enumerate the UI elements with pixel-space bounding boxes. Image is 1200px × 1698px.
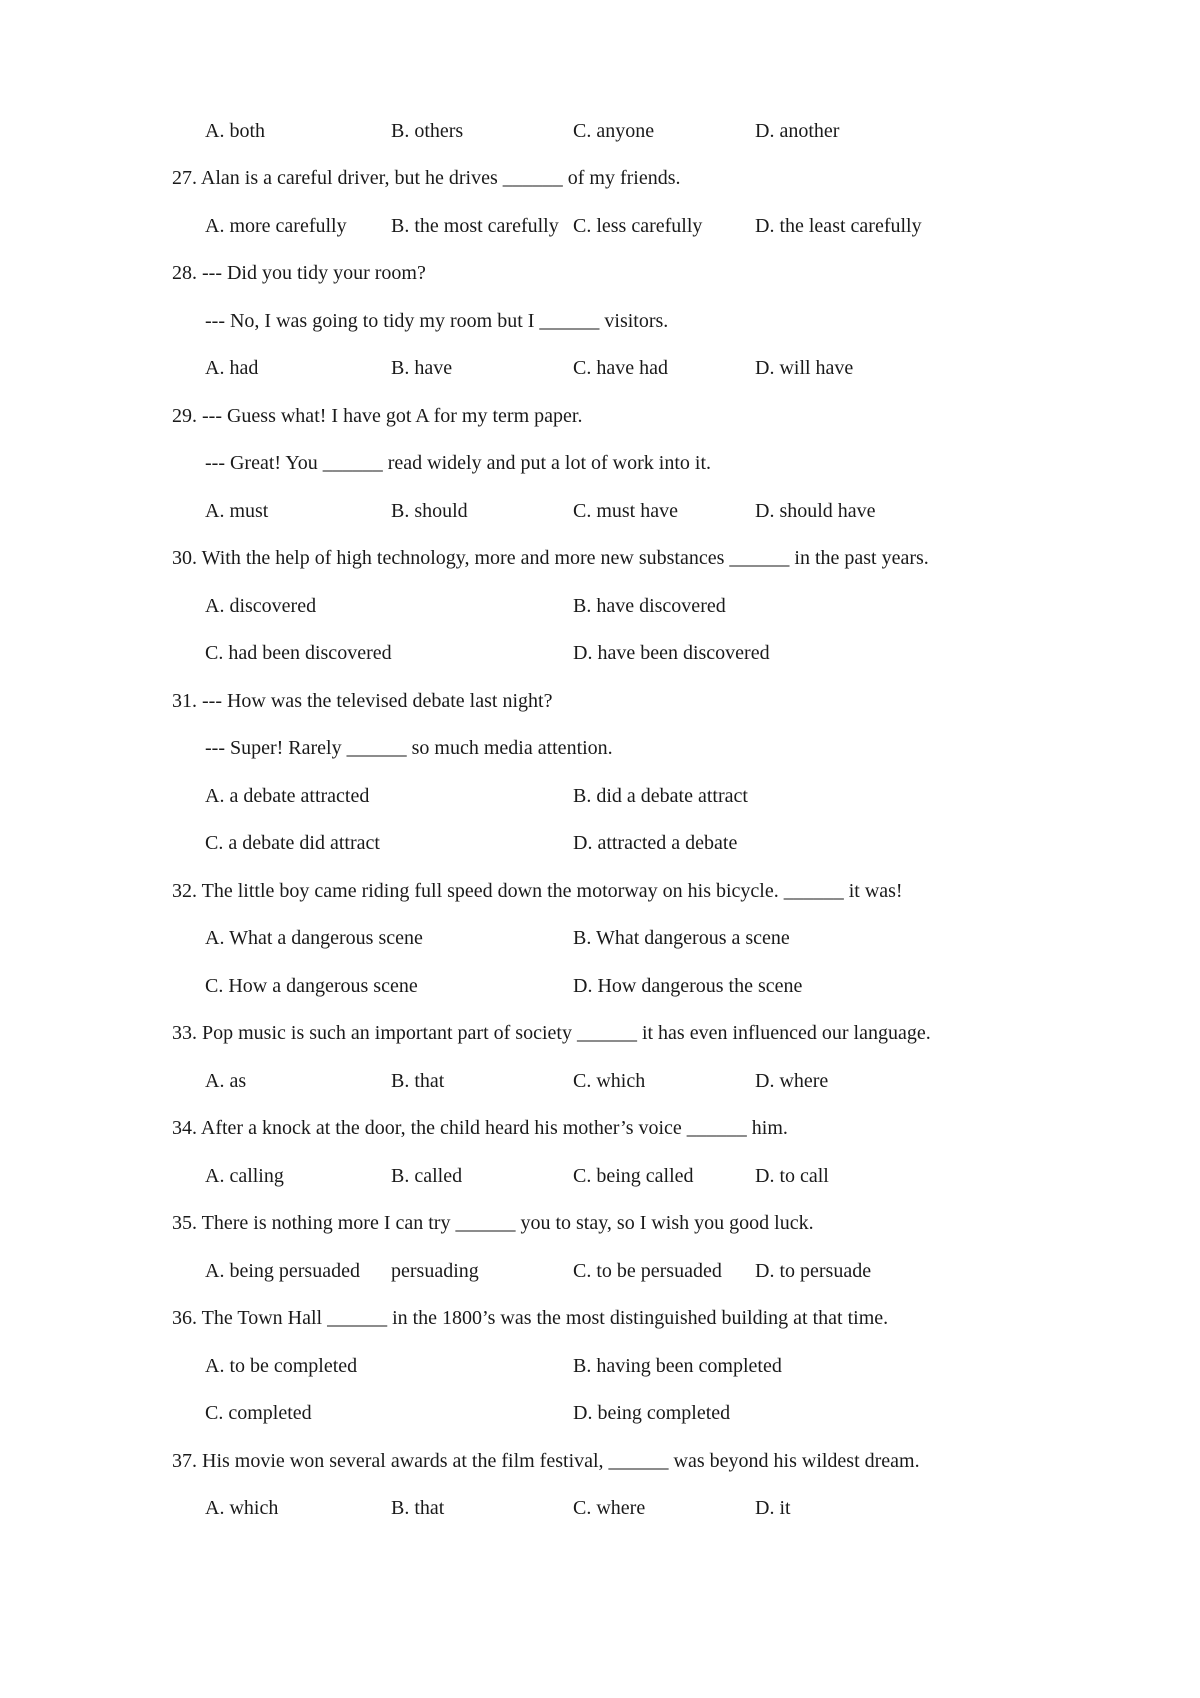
q32-option-d: D. How dangerous the scene: [573, 975, 803, 997]
q36-option-b: B. having been completed: [573, 1355, 782, 1377]
q29-option-d: D. should have: [755, 500, 876, 522]
q36-option-d: D. being completed: [573, 1402, 731, 1424]
q34-option-c: C. being called: [573, 1165, 694, 1187]
q31-option-b: B. did a debate attract: [573, 785, 748, 807]
q33-stem: 33. Pop music is such an important part of society ______ it has even influenced our language.: [172, 1022, 931, 1044]
q37-stem: 37. His movie won several awards at the film festival, ______ was beyond his wildest dream.: [172, 1450, 920, 1472]
q34-option-b: B. called: [391, 1165, 463, 1187]
q32-stem: 32. The little boy came riding full speed down the motorway on his bicycle. ______ it was!: [172, 880, 903, 902]
q29-stem: 29. --- Guess what! I have got A for my term paper.: [172, 405, 583, 427]
q28-dialogue: --- No, I was going to tidy my room but I ______ visitors.: [205, 310, 669, 332]
q26-option-d: D. another: [755, 120, 840, 142]
q34-option-d: D. to call: [755, 1165, 829, 1187]
q27-option-c: C. less carefully: [573, 215, 703, 237]
q29-option-b: B. should: [391, 500, 468, 522]
q36-stem: 36. The Town Hall ______ in the 1800’s was the most distinguished building at that time.: [172, 1307, 889, 1329]
q30-option-b: B. have discovered: [573, 595, 726, 617]
q37-option-d: D. it: [755, 1497, 791, 1519]
q27-option-a: A. more carefully: [205, 215, 347, 237]
q27-option-b: B. the most carefully: [391, 215, 559, 237]
q36-option-c: C. completed: [205, 1402, 312, 1424]
q27-option-d: D. the least carefully: [755, 215, 922, 237]
q35-option-a: A. being persuaded: [205, 1260, 360, 1282]
q30-option-a: A. discovered: [205, 595, 317, 617]
q33-option-c: C. which: [573, 1070, 646, 1092]
q31-option-a: A. a debate attracted: [205, 785, 370, 807]
q33-option-a: A. as: [205, 1070, 247, 1092]
q32-option-b: B. What dangerous a scene: [573, 927, 790, 949]
q27-stem: 27. Alan is a careful driver, but he drives ______ of my friends.: [172, 167, 681, 189]
q31-option-c: C. a debate did attract: [205, 832, 380, 854]
q30-option-c: C. had been discovered: [205, 642, 392, 664]
q28-option-d: D. will have: [755, 357, 854, 379]
q28-option-b: B. have: [391, 357, 453, 379]
q36-option-a: A. to be completed: [205, 1355, 358, 1377]
q28-option-a: A. had: [205, 357, 259, 379]
q32-option-a: A. What a dangerous scene: [205, 927, 423, 949]
q37-option-c: C. where: [573, 1497, 646, 1519]
q31-dialogue: --- Super! Rarely ______ so much media attention.: [205, 737, 613, 759]
q35-option-b: persuading: [391, 1260, 479, 1282]
q29-option-a: A. must: [205, 500, 269, 522]
q34-stem: 34. After a knock at the door, the child heard his mother’s voice ______ him.: [172, 1117, 788, 1139]
q37-option-a: A. which: [205, 1497, 279, 1519]
q28-option-c: C. have had: [573, 357, 668, 379]
q34-option-a: A. calling: [205, 1165, 284, 1187]
q33-option-b: B. that: [391, 1070, 445, 1092]
q32-option-c: C. How a dangerous scene: [205, 975, 418, 997]
q30-option-d: D. have been discovered: [573, 642, 770, 664]
q37-option-b: B. that: [391, 1497, 445, 1519]
q29-dialogue: --- Great! You ______ read widely and put a lot of work into it.: [205, 452, 712, 474]
q35-option-d: D. to persuade: [755, 1260, 872, 1282]
q35-option-c: C. to be persuaded: [573, 1260, 722, 1282]
q26-option-c: C. anyone: [573, 120, 655, 142]
q26-option-b: B. others: [391, 120, 464, 142]
q28-stem: 28. --- Did you tidy your room?: [172, 262, 426, 284]
q35-stem: 35. There is nothing more I can try ______ you to stay, so I wish you good luck.: [172, 1212, 814, 1234]
q31-stem: 31. --- How was the televised debate last night?: [172, 690, 553, 712]
q33-option-d: D. where: [755, 1070, 829, 1092]
q26-option-a: A. both: [205, 120, 265, 142]
q30-stem: 30. With the help of high technology, more and more new substances ______ in the past years.: [172, 547, 929, 569]
q31-option-d: D. attracted a debate: [573, 832, 738, 854]
q29-option-c: C. must have: [573, 500, 678, 522]
